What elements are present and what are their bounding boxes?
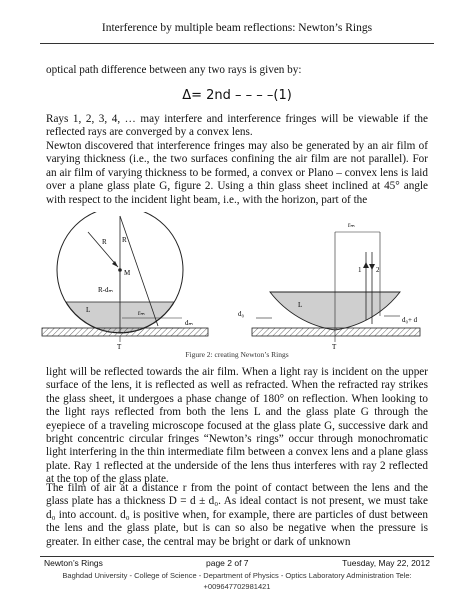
paragraph-rays: Rays 1, 2, 3, 4, … may interfere and interference fringes will be viewable if the reflected rays are converged by a convex lens. xyxy=(46,113,428,139)
label-do-plus-d: d₀+ d xyxy=(402,316,418,324)
equation-1: Δ= 2nd – – – –(1) xyxy=(182,88,292,103)
footer-phone: +009647702981421 xyxy=(203,582,271,591)
glass-plate-left xyxy=(42,328,208,336)
footer-date: Tuesday, May 22, 2012 xyxy=(342,558,430,568)
label-M: M xyxy=(124,269,131,277)
label-T-left: T xyxy=(117,343,122,351)
label-R-minus-dm: R-dₘ xyxy=(98,286,113,294)
label-rm-right: rₘ xyxy=(348,221,355,229)
newtons-rings-figure xyxy=(40,212,440,360)
ray-2-arrow xyxy=(369,264,375,270)
paragraph-newton: Newton discovered that interference fringes may also be generated by an air film of varying thickness (i.e., the two surfaces confining the air film are not parallel). For an air film of varying thickness to be formed, a convex or Plano – convex lens is laid over a plane glass plate G, figure 2. Using a thin glass sheet inclined at 45° angle with respect to the incident light beam, i.e., with the horizon, part of the xyxy=(46,140,428,206)
label-R-1: R xyxy=(102,238,107,246)
glass-plate-right xyxy=(252,328,420,336)
center-point-m xyxy=(118,268,122,272)
label-ray-2: 2 xyxy=(376,266,380,274)
label-dm: dₘ xyxy=(185,319,193,327)
label-do: d₀ xyxy=(238,310,244,318)
ray-1-arrow xyxy=(363,262,369,268)
page-header: Interference by multiple beam reflections: Newton’s Rings xyxy=(101,22,373,34)
header-rule xyxy=(40,43,434,44)
label-L-right: L xyxy=(298,301,303,309)
figure-caption: Figure 2: creating Newton’s Rings xyxy=(185,350,289,359)
intro-text: optical path difference between any two rays is given by: xyxy=(46,64,302,76)
radius-arrow-head xyxy=(112,261,118,267)
label-ray-1: 1 xyxy=(358,266,362,274)
paragraph-reflection: light will be reflected towards the air film. When a light ray is incident on the upper surface of the lens, it is reflected as well as refracted. When the refracted ray strikes the glass sheet, it undergoes a phase change of 180° on reflection. When looking to the light rays reflected from both the lens L and the glass plate G through the eyepiece of a traveling microscope focused at the glass plate G, successive dark and bright concentric circular fringes “Newton’s rings” occur through monochromatic light interfering in the thin intermediate film between a convex lens and a plane glass plate. Ray 1 reflected at the underside of the lens thus interferes with ray 2 reflected at the top of the glass plate. xyxy=(46,366,428,486)
label-T-right: T xyxy=(332,343,337,351)
label-R-2: R xyxy=(122,236,127,244)
footer-title: Newton’s Rings xyxy=(44,558,103,568)
label-L-left: L xyxy=(86,306,91,314)
footer-rule xyxy=(40,556,434,557)
footer-institution-line: Baghdad University - College of Science - Department of Physics - Optics Laboratory Administration Tele: xyxy=(62,571,412,580)
footer-page-number: page 2 of 7 xyxy=(206,558,249,568)
paragraph-air-film: The film of air at a distance r from the point of contact between the lens and the glass plate has a thickness D = d ± d₀. As ideal contact is not present, we must take d₀ into account. d₀ is positive when, for example, there are particles of dust between the lens and the glass plate, but is can so also be negative when the pressure is greater. In either case, the central may be bright or dark of unknown xyxy=(46,482,428,548)
footer-institution xyxy=(0,570,474,592)
label-rm-left: rₘ xyxy=(138,309,145,317)
